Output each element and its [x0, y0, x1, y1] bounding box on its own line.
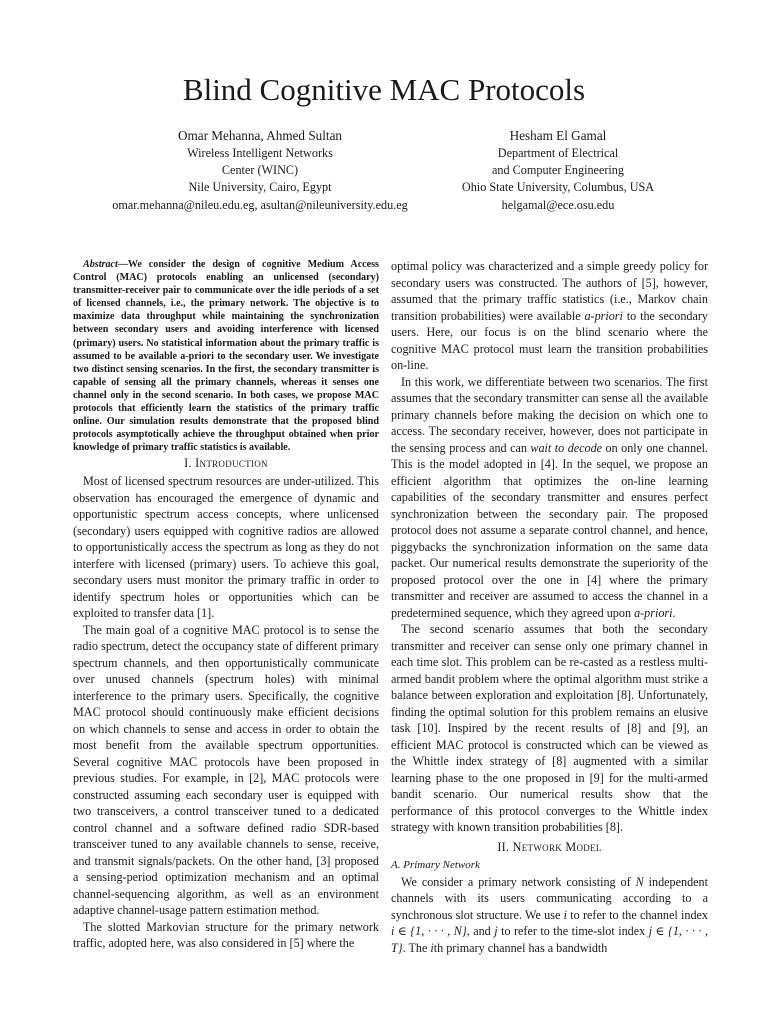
author-names: Omar Mehanna, Ahmed Sultan	[177, 128, 343, 143]
abstract	[73, 258, 379, 454]
affiliation-line: and Computer Engineering	[492, 163, 624, 178]
author-names: Hesham El Gamal	[509, 128, 607, 143]
author-block-right	[448, 126, 668, 214]
left-column	[73, 258, 379, 952]
affiliation-line: Nile University, Cairo, Egypt	[188, 180, 332, 195]
subsection-heading-primary-network: A. Primary Network	[391, 858, 480, 871]
paragraph: The slotted Markovian structure for the primary network traffic, adopted here, was also considered in [5] where the	[73, 919, 379, 951]
author-email: helgamal@ece.osu.edu	[501, 197, 615, 212]
section-heading-network-model: II. Network Model	[497, 839, 602, 854]
affiliation-line: Wireless Intelligent Networks	[187, 146, 333, 160]
affiliation-line: Ohio State University, Columbus, USA	[461, 180, 655, 195]
paragraph: In this work, we differentiate between two scenarios. The first assumes that the secondary transmitter can sense all the available primary channels before making the decision on which one to access. The secondary receiver, however, does not participate in the sensing process and can wait to decode on only one channel. This is the model adopted in [4]. In the sequel, we propose an efficient algorithm that optimizes the on-line learning capabilities of the secondary transmitter and ensures perfect synchronization between the secondary pair. The proposed protocol does not assume a separate control channel, and hence, piggybacks the synchronization information on the same data packet. Our numerical results demonstrate the superiority of the proposed protocol over the one in [4] where the primary transmitter and receiver are assumed to access the channel in a predetermined sequence, which they agreed upon a-priori.	[391, 374, 708, 620]
paragraph: optimal policy was characterized and a simple greedy policy for secondary users was constructed. The authors of [5], however, assumed that the primary traffic statistics (i.e., Markov chain transition probabilities) were available a-priori to the secondary users. Here, our focus is on the blind scenario where the cognitive MAC protocol must learn the transition probabilities on-line.	[391, 259, 708, 372]
paragraph: We consider a primary network consisting of N independent channels with its users communicating according to a synchronous slot structure. We use i to refer to the channel index i ∈ {1, · · · , N}, and j to refer to the time-slot index j ∈ {1, · · · , T}. The ith primary channel has a bandwidth	[391, 874, 708, 955]
paragraph: Most of licensed spectrum resources are under-utilized. This observation has encouraged the emergence of dynamic and opportunistic spectrum access concepts, where unlicensed (secondary) users equipped with cognitive radios are allowed to opportunistically access the spectrum as long as they do not interfere with licensed (primary) users. To achieve this goal, secondary users must monitor the primary traffic in order to identify spectrum holes or opportunities which can be exploited to transfer data [1].	[73, 474, 379, 621]
right-column	[391, 258, 708, 956]
abstract-label: Abstract	[83, 259, 118, 270]
paragraph: The main goal of a cognitive MAC protocol is to sense the radio spectrum, detect the occupancy state of different primary spectrum channels, and then opportunistically communicate over unused channels (spectrum holes) with minimal interference to the primary users. Specifically, the cognitive MAC protocol should continuously make efficient decisions on which channels to sense and access in order to obtain the most benefit from the available spectrum opportunities. Several cognitive MAC protocols have been proposed in previous studies. For example, in [2], MAC protocols were constructed assuming each secondary user is equipped with two transceivers, a control transceiver tuned to a dedicated control channel and a software defined radio SDR-based transceiver tuned to any available channels to sense, receive, and transmit signals/packets. On the other hand, [3] proposed a sensing-period optimization mechanism and an optimal channel-sequencing algorithm, as well as an environment adaptive channel-usage pattern estimation method.	[73, 622, 379, 918]
author-block-left	[100, 126, 420, 214]
paragraph: The second scenario assumes that both the secondary transmitter and receiver can sense only one primary channel in each time slot. This problem can be re-casted as a restless multi-armed bandit problem where the optimal algorithm must strike a balance between exploration and exploitation [8]. Unfortunately, finding the optimal solution for this problem remains an elusive task [10]. Inspired by the recent results of [8] and [9], an efficient MAC protocol is constructed which can be viewed as the Whittle index strategy of [8] augmented with a similar learning phase to the one proposed in [9] for the multi-armed bandit scenario. Our numerical results show that the performance of this protocol converges to the Whittle index strategy with known transition probabilities [8].	[391, 622, 708, 834]
affiliation-line: Center (WINC)	[221, 163, 299, 178]
paper-title: Blind Cognitive MAC Protocols	[182, 72, 586, 107]
section-heading-introduction: I. Introduction	[184, 456, 268, 471]
author-email: omar.mehanna@nileu.edu.eg, asultan@nileuniversity.edu.eg	[112, 197, 408, 212]
abstract-text: —We consider the design of cognitive Medium Access Control (MAC) protocols enabling an unlicensed (secondary) transmitter-receiver pair to communicate over the idle periods of a set of licensed channels, i.e., the primary network. The objective is to maximize data throughput while maintaining the synchronization between secondary users and avoiding interference with licensed (primary) users. No statistical information about the primary traffic is assumed to be available a-priori to the secondary user. We investigate two distinct sensing scenarios. In the first, the secondary transmitter is capable of sensing all the primary channels, whereas it senses one channel only in the second scenario. In both cases, we propose MAC protocols that efficiently learn the statistics of the primary traffic online. Our simulation results demonstrate that the proposed blind protocols asymptotically achieve the throughput obtained when prior knowledge of primary traffic statistics is available.	[73, 259, 379, 454]
affiliation-line: Department of Electrical	[497, 146, 619, 160]
